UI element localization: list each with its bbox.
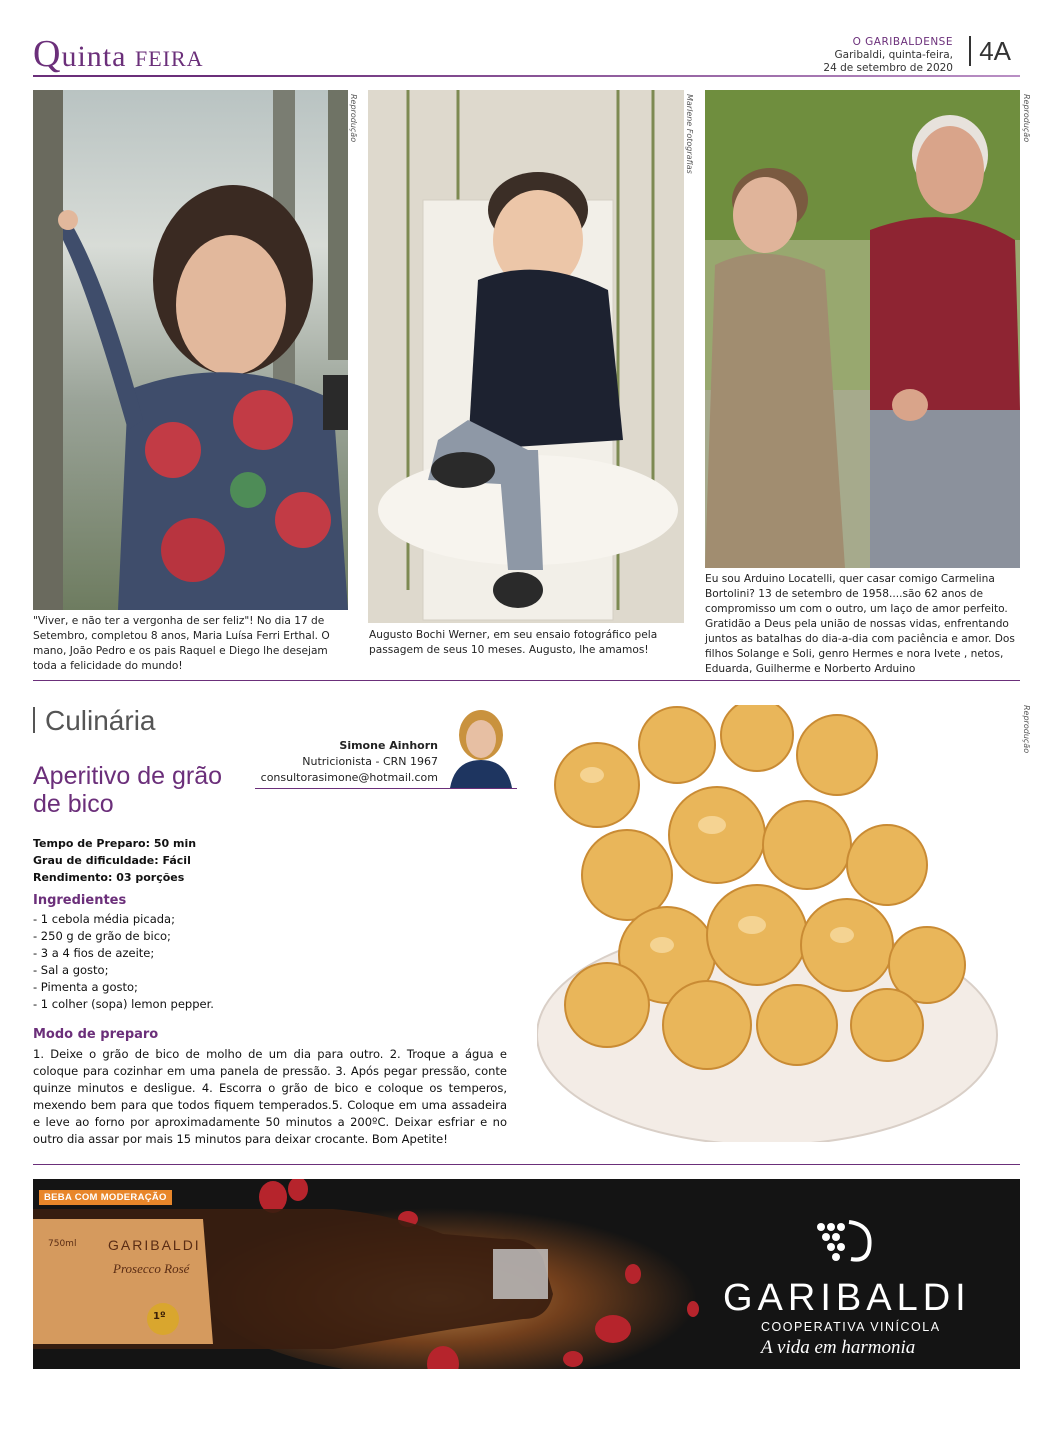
photo-credit: Reprodução xyxy=(349,94,358,143)
ingredients-list xyxy=(33,911,214,1013)
ingredients-heading: Ingredientes xyxy=(33,893,127,908)
yield: Rendimento: 03 porções xyxy=(33,871,185,884)
photo-couple-image xyxy=(705,90,1020,568)
publication-name: O GARIBALDENSE xyxy=(852,36,953,48)
photo-caption: Augusto Bochi Werner, em seu ensaio fotográfico pela passagem de seus 10 meses. Augusto, lhe amamos! xyxy=(369,629,658,656)
page-header xyxy=(33,30,1023,78)
culinaria-label: Culinária xyxy=(45,705,156,736)
photo-baby-image xyxy=(368,90,684,623)
dateline xyxy=(823,36,953,75)
ingredient-item: - Sal a gosto; xyxy=(33,963,109,977)
ingredient-item: - Pimenta a gosto; xyxy=(33,980,138,994)
bottle-label: GARIBALDI xyxy=(108,1237,201,1253)
recipe-title: Aperitivo de grão de bico xyxy=(33,762,223,818)
garibaldi-ad[interactable] xyxy=(33,1179,1020,1369)
chickpea-photo xyxy=(537,705,1019,1142)
author-block xyxy=(261,738,438,786)
bottle-badge: 1º xyxy=(153,1311,166,1322)
section-title-rest: uinta xyxy=(61,40,127,73)
photo-baby xyxy=(368,90,684,623)
dateline-line-1: Garibaldi, quinta-feira, xyxy=(834,49,953,61)
section-title-second: FEIRA xyxy=(134,46,204,71)
culinaria-heading xyxy=(33,705,156,737)
heading-bar xyxy=(33,707,35,733)
ad-cooperative: COOPERATIVA VINÍCOLA xyxy=(761,1320,941,1334)
ad-slogan: A vida em harmonia xyxy=(761,1337,916,1358)
dateline-line-2: 24 de setembro de 2020 xyxy=(823,62,953,74)
divider xyxy=(33,680,1020,681)
photo-caption: "Viver, e não ter a vergonha de ser feliz"! No dia 17 de Setembro, completou 8 anos, Maria Luísa Ferri Erthal. O mano, João Pedro e os pais Raquel e Diego lhe desejam toda a felicidade do mundo! xyxy=(33,615,330,672)
photo-girl-image xyxy=(33,90,348,610)
author-name: Simone Ainhorn xyxy=(339,739,438,752)
photo-credit: Marlene Fotografias xyxy=(685,94,694,174)
method-heading: Modo de preparo xyxy=(33,1027,159,1042)
photo-credit: Reprodução xyxy=(1022,94,1031,143)
ingredient-item: - 1 colher (sopa) lemon pepper. xyxy=(33,997,214,1011)
photo-couple xyxy=(705,90,1020,568)
page-number: 4A xyxy=(969,36,1011,66)
author-role: Nutricionista - CRN 1967 xyxy=(302,755,438,768)
bottle-subtitle: Prosecco Rosé xyxy=(113,1261,190,1276)
section-title-initial: Q xyxy=(33,33,62,75)
photo-credit: Reprodução xyxy=(1022,705,1031,754)
ingredient-item: - 250 g de grão de bico; xyxy=(33,929,171,943)
author-rule xyxy=(255,788,517,789)
ingredient-item: - 3 a 4 fios de azeite; xyxy=(33,946,155,960)
header-rule xyxy=(33,75,1020,77)
prep-time: Tempo de Preparo: 50 min xyxy=(33,837,197,850)
divider xyxy=(33,1164,1020,1165)
recipe-meta xyxy=(33,835,196,886)
author-avatar xyxy=(445,705,517,788)
ad-brand: GARIBALDI xyxy=(723,1277,971,1319)
ingredient-item: - 1 cebola média picada; xyxy=(33,912,175,926)
ad-warning-badge: BEBA COM MODERAÇÃO xyxy=(39,1190,172,1205)
bottle-volume: 750ml xyxy=(48,1239,77,1249)
chickpea-photo-image xyxy=(537,705,1019,1142)
author-email: consultorasimone@hotmail.com xyxy=(260,771,438,784)
section-title xyxy=(33,32,204,76)
author-avatar-image xyxy=(445,705,517,788)
photo-girl xyxy=(33,90,348,610)
photo-caption: Eu sou Arduino Locatelli, quer casar comigo Carmelina Bortolini? 13 de setembro de 1958....são 62 anos de compromisso um com o outro, um laço de amor perfeito. Gratidão a Deus pela união de nossas vidas, enfrentando juntos as batalhas do dia-a-dia com paciência e amor. Dos filhos Solange e Soli, genro Hermes e nora Ivete , netos, Eduarda, Guilherme e Norberto Arduino xyxy=(705,573,1015,675)
grapes-logo-icon xyxy=(811,1217,881,1272)
difficulty: Grau de dificuldade: Fácil xyxy=(33,854,191,867)
method-text: 1. Deixe o grão de bico de molho de um dia para outro. 2. Troque a água e coloque para cozinhar em uma panela de pressão. 3. Após pegar pressão, conte quinze minutos e desligue. 4. Escorra o grão de bico e coloque os temperos, mexendo bem para que todos fiquem temperados.5. Coloque em uma assadeira e leve ao forno por aproximadamente 50 minutos a 200ºC. Deixar esfriar e no outro dia assar por mais 15 minutos para deixar crocante. Bom Apetite! xyxy=(33,1047,507,1146)
